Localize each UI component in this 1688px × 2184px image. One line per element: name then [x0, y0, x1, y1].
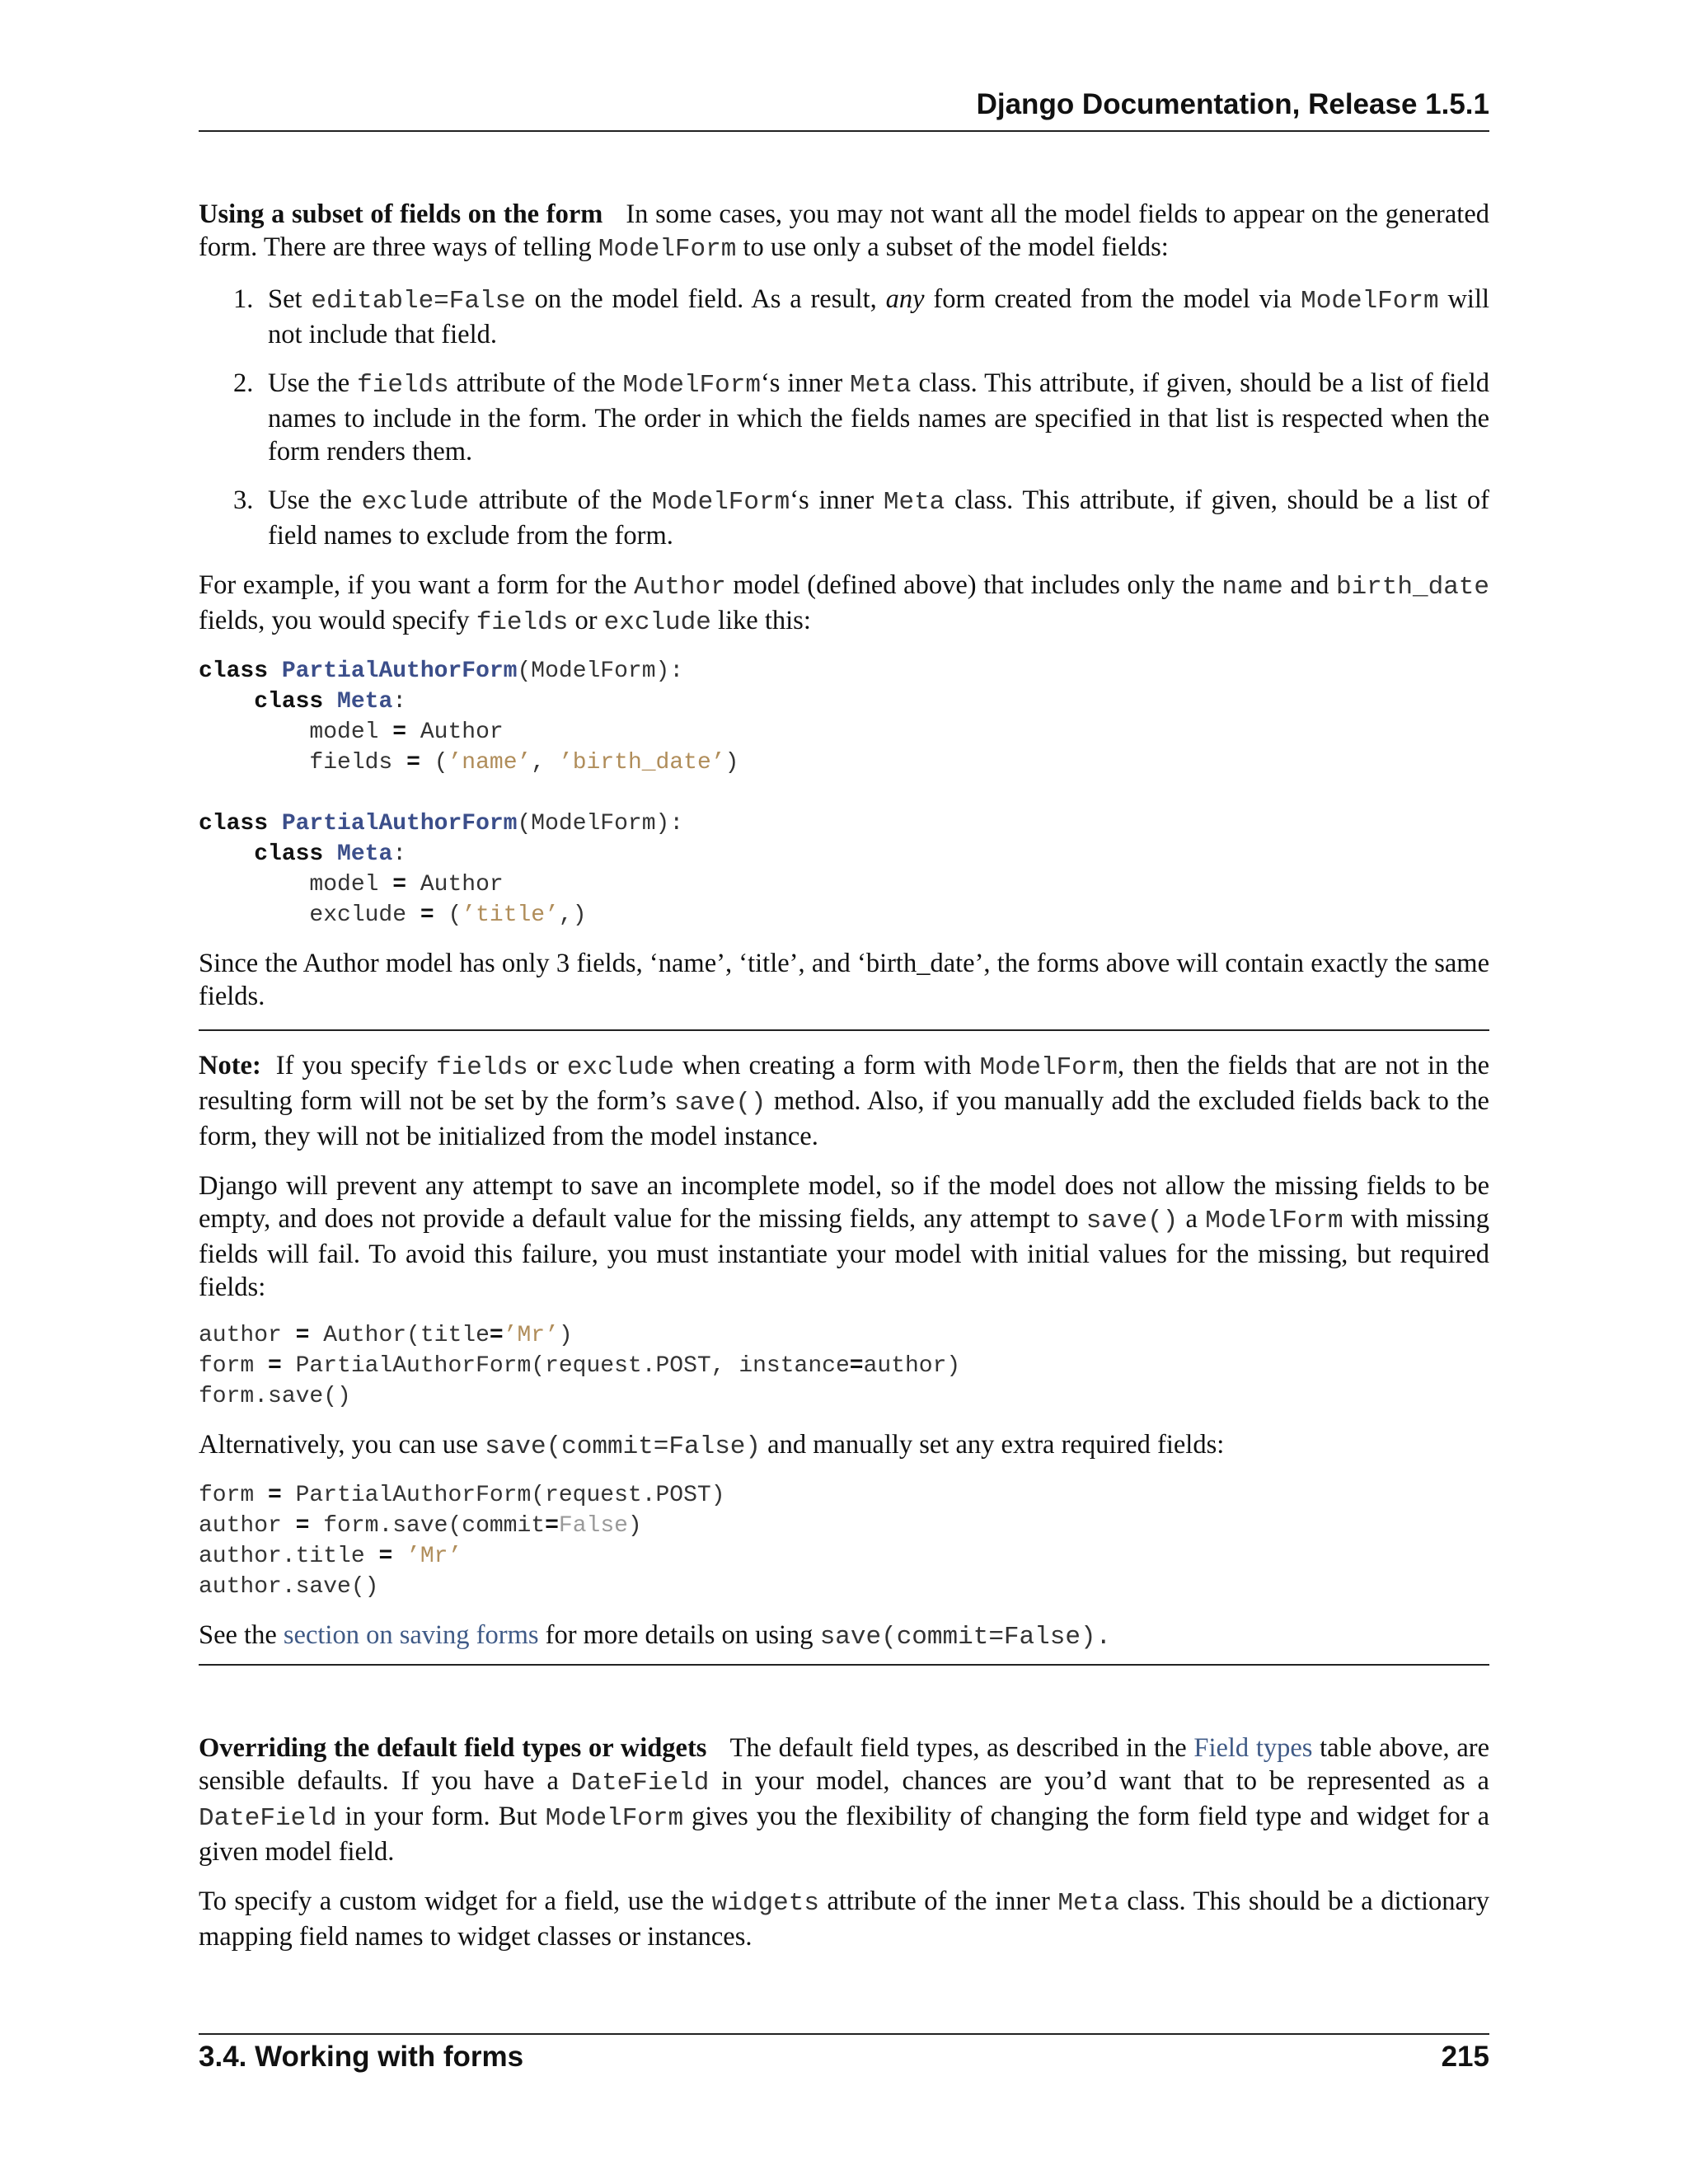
- override-paragraph: Overriding the default field types or widgets The default field types, as described in the Field types table above, are sensible defaults. If you have a DateField in your model, chances are you’d want that to be represented as a DateField in your form. But ModelForm gives you the flexibility of changing the form field type and widget for a given model field.: [199, 1733, 1490, 1867]
- subset-section-heading: Using a subset of fields on the form: [199, 199, 603, 229]
- note-paragraph: Note: If you specify fields or exclude when creating a form with ModelForm, then the fields that are not in the resulting form will not be set by the form’s save() method. Also, if you manually add the excluded fields back to the form, they will not be initialized from the model instance.: [199, 1051, 1490, 1151]
- footer-section: 3.4. Working with forms: [199, 2041, 524, 2073]
- running-header: [199, 89, 1489, 132]
- widgets-paragraph: To specify a custom widget for a field, use the widgets attribute of the inner Meta class. This should be a dictionary mapping field names to widget classes or instances.: [199, 1886, 1489, 1952]
- note-paragraph: Alternatively, you can use save(commit=False) and manually set any extra required fields:: [199, 1430, 1225, 1461]
- example-paragraph: For example, if you want a form for the Author model (defined above) that includes only the name and birth_date fields, you would specify fields or exclude like this:: [199, 570, 1489, 637]
- list-item: 3. Use the exclude attribute of the ModelForm‘s inner Meta class. This attribute, if given, should be a list of field names to exclude from the form.: [233, 485, 1489, 551]
- code-block-partial-author-form: class PartialAuthorForm(ModelForm): class Meta: model = Author fields = (’name’, ’birth_date’) class PartialAuthorForm(ModelForm): class Meta: model = Author exclude = (’title’,): [199, 658, 739, 928]
- since-paragraph: Since the Author model has only 3 fields, ‘name’, ‘title’, and ‘birth_date’, the forms above will contain exactly the same fields.: [199, 949, 1489, 1011]
- list-item: 1. Set editable=False on the model field. As a result, any form created from the model via ModelForm will not include that field.: [233, 284, 1489, 349]
- note-paragraph: See the section on saving forms for more details on using save(commit=False).: [199, 1620, 1112, 1652]
- code-block-instantiate: author = Author(title=’Mr’) form = PartialAuthorForm(request.POST, instance=author) form.save(): [199, 1323, 961, 1409]
- page-number: 215: [1441, 2041, 1489, 2073]
- saving-forms-link[interactable]: section on saving forms: [283, 1620, 539, 1650]
- code-block-commit-false: form = PartialAuthorForm(request.POST) author = form.save(commit=False) author.title = ’Mr’ author.save(): [199, 1483, 725, 1600]
- note-label: Note:: [199, 1051, 261, 1080]
- note-paragraph: Django will prevent any attempt to save an incomplete model, so if the model does not allow the missing fields to be empty, and does not provide a default value for the missing fields, any attempt to save() a ModelForm with missing fields will fail. To avoid this failure, you must instantiate your model with initial values for the missing, but required fields:: [199, 1171, 1489, 1302]
- override-section-heading: Overriding the default field types or widgets: [199, 1733, 707, 1763]
- running-footer: [199, 2033, 1489, 2074]
- list-item: 2. Use the fields attribute of the ModelForm‘s inner Meta class. This attribute, if given, should be a list of field names to include in the form. The order in which the fields names are specified in that list is respected when the form renders them.: [233, 368, 1490, 466]
- page-body: [199, 198, 1489, 1970]
- header-title: Django Documentation, Release 1.5.1: [976, 88, 1489, 120]
- field-types-link[interactable]: Field types: [1193, 1733, 1313, 1763]
- note-box: [199, 1029, 1489, 1666]
- subset-intro-paragraph: Using a subset of fields on the form In some cases, you may not want all the model fields to appear on the generated form. There are three ways of telling ModelForm to use only a subset of the model fields:: [199, 199, 1489, 264]
- subset-methods-list: [199, 283, 1489, 552]
